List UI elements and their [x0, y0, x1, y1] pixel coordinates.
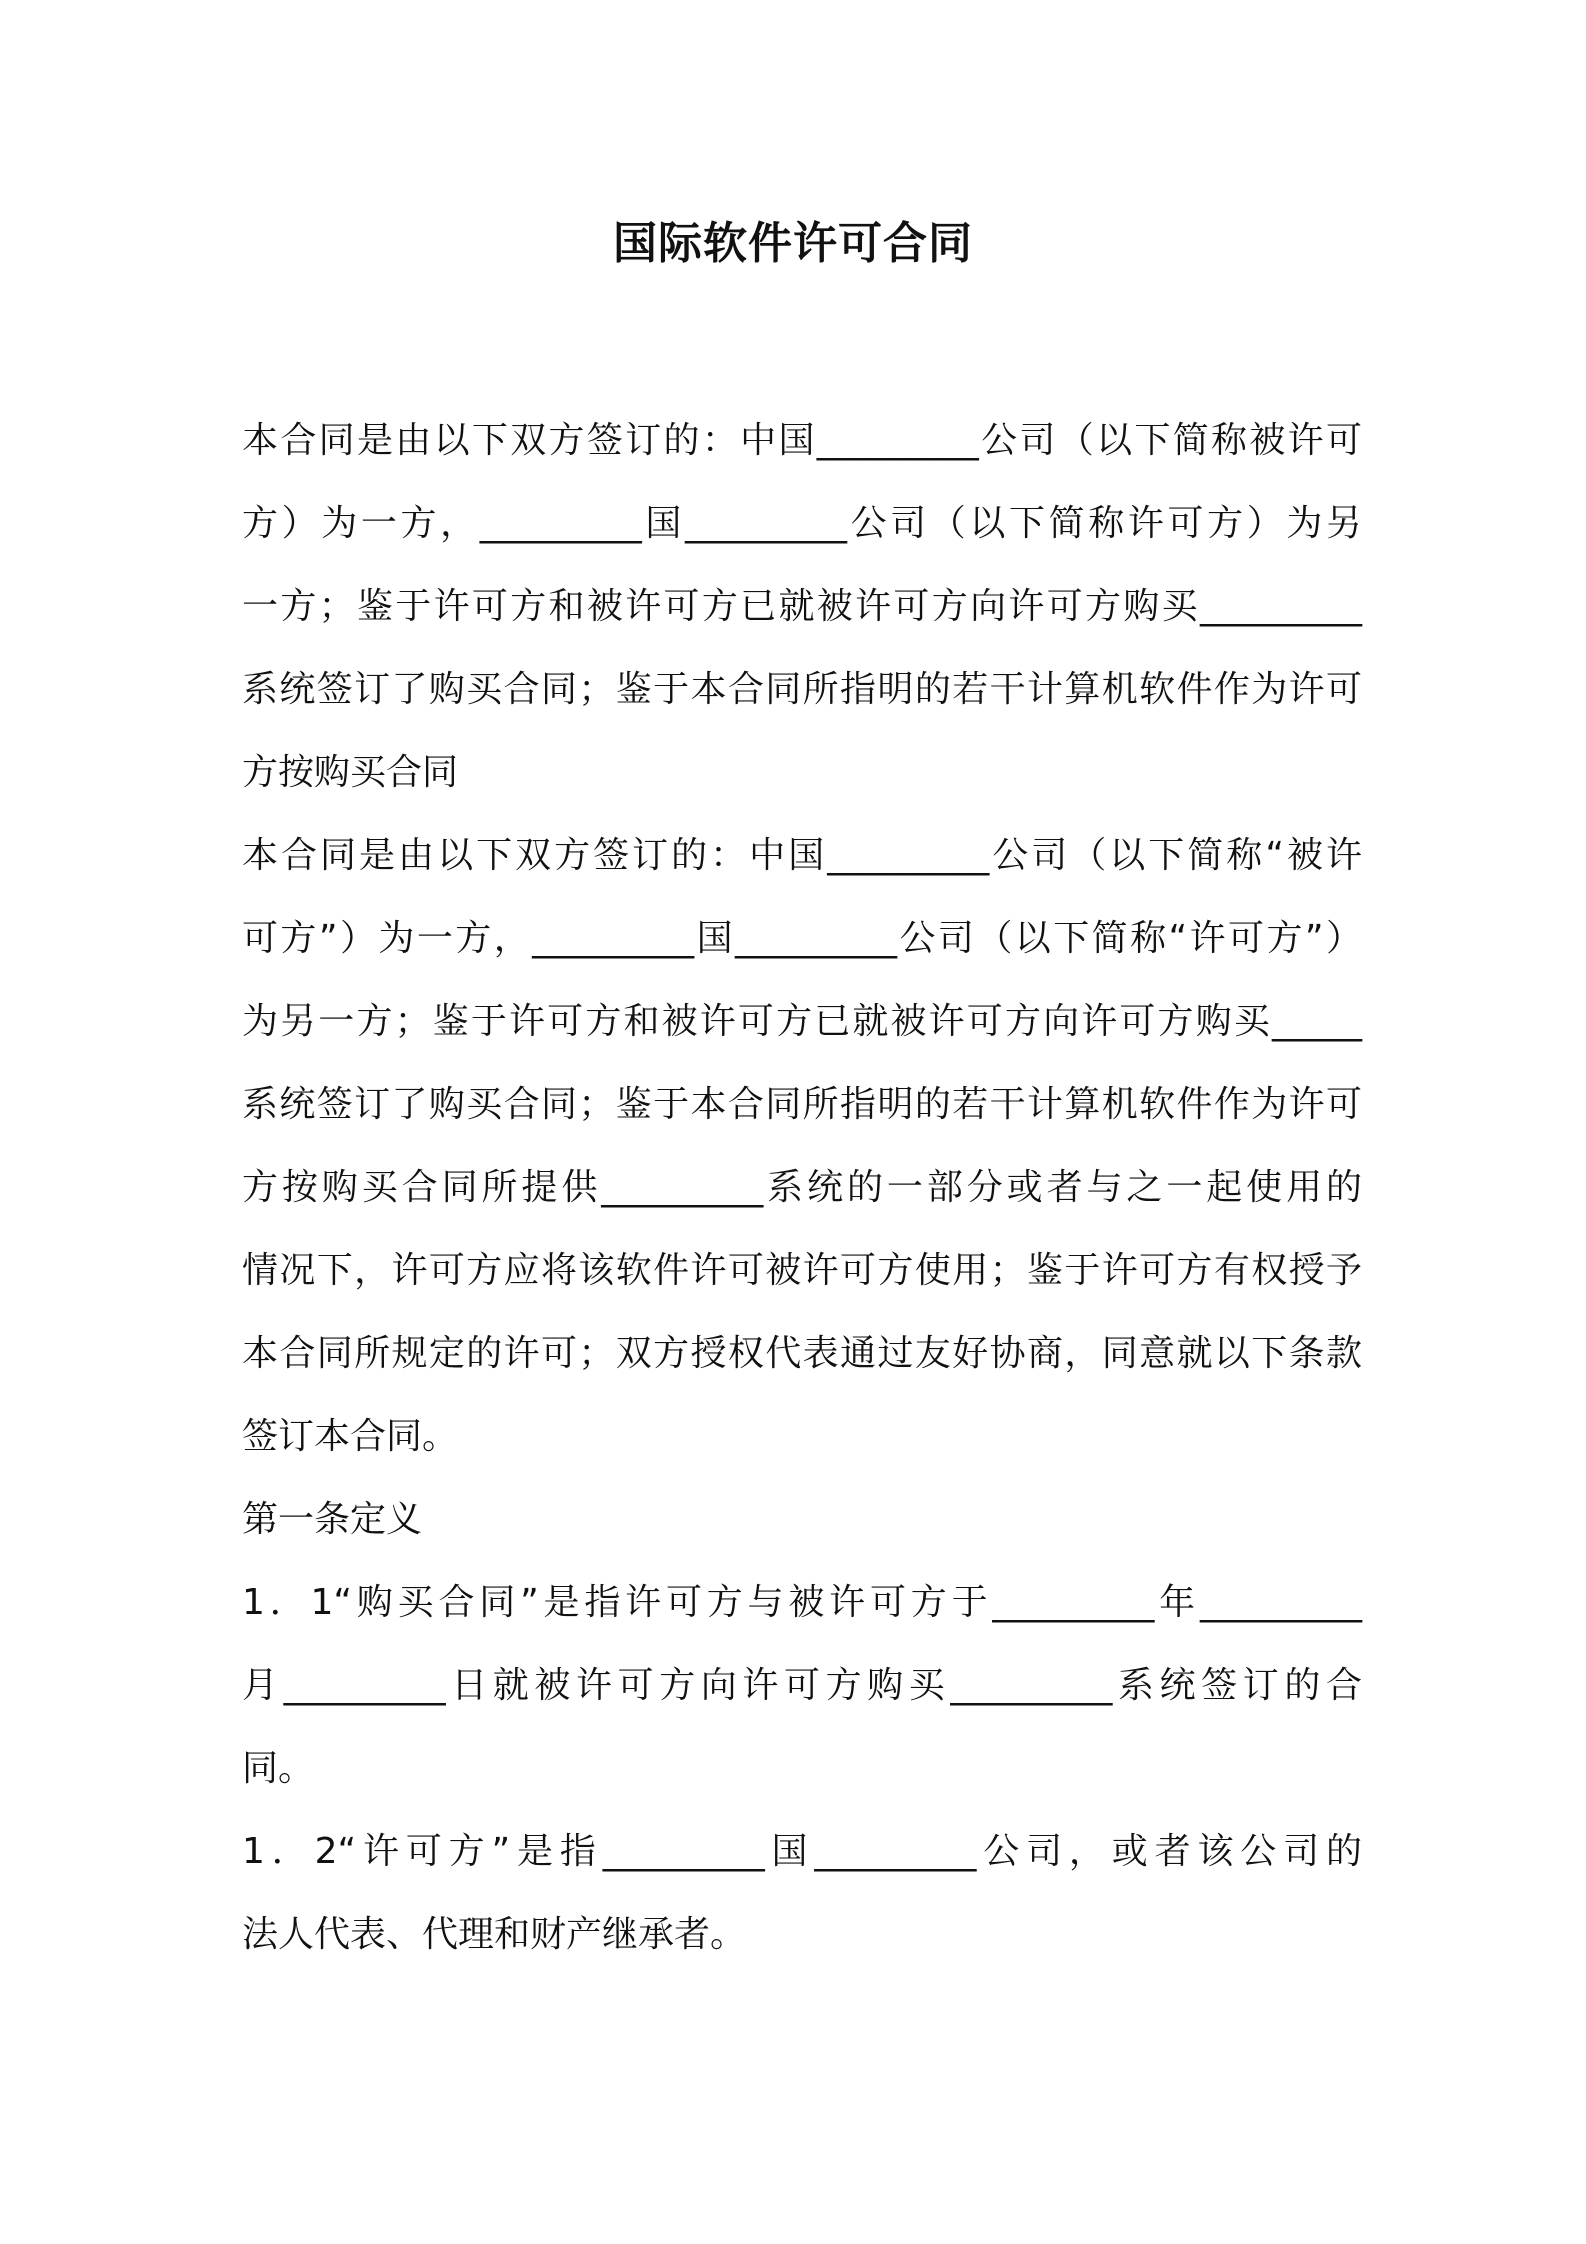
body-line: 方按购买合同	[242, 752, 459, 793]
section-heading: 第一条定义	[242, 1499, 423, 1540]
body-line: 情况下，许可方应将该软件许可被许可方使用；鉴于许可方有权授予	[242, 1250, 1362, 1291]
body-line: 系统签订了购买合同；鉴于本合同所指明的若干计算机软件作为许可	[242, 1084, 1362, 1125]
body-line: 方）为一方，_________国_________公司（以下简称许可方）为另	[242, 503, 1362, 544]
body-line: 方按购买合同所提供_________系统的一部分或者与之一起使用的	[242, 1167, 1362, 1208]
body-line: 本合同所规定的许可；双方授权代表通过友好协商，同意就以下条款	[242, 1333, 1362, 1374]
body-line: 法人代表、代理和财产继承者。	[242, 1914, 747, 1955]
body-line: 签订本合同。	[242, 1416, 459, 1457]
body-line: 可方”）为一方，_________国_________公司（以下简称“许可方”）	[242, 918, 1362, 959]
body-line: 1．2“许可方”是指_________国_________公司，或者该公司的	[242, 1831, 1362, 1872]
body-line: 一方；鉴于许可方和被许可方已就被许可方向许可方购买_________	[242, 586, 1362, 627]
body-line: 本合同是由以下双方签订的：中国_________公司（以下简称被许可	[242, 420, 1362, 461]
body-line: 系统签订了购买合同；鉴于本合同所指明的若干计算机软件作为许可	[242, 669, 1362, 710]
body-line: 本合同是由以下双方签订的：中国_________公司（以下简称“被许	[242, 835, 1362, 876]
body-line: 同。	[242, 1748, 315, 1789]
body-line: 为另一方；鉴于许可方和被许可方已就被许可方向许可方购买_____	[242, 1001, 1362, 1042]
body-line: 1．1“购买合同”是指许可方与被许可方于_________年_________	[242, 1582, 1362, 1623]
body-line: 月_________日就被许可方向许可方购买_________系统签订的合	[242, 1665, 1362, 1706]
document-title: 国际软件许可合同	[613, 218, 973, 269]
